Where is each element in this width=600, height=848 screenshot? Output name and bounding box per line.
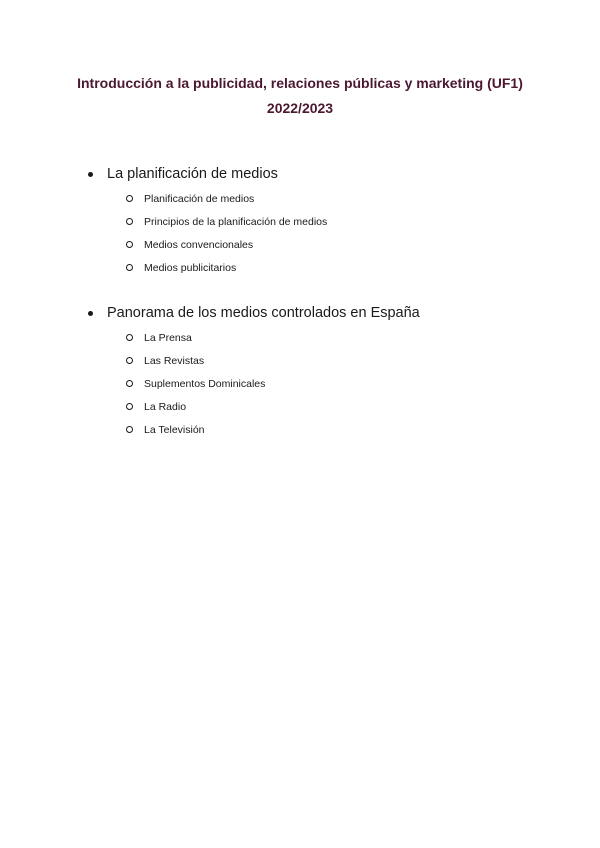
filled-bullet-icon (88, 311, 93, 316)
list-item (126, 187, 327, 210)
document-header (0, 72, 600, 119)
hollow-bullet-icon (126, 195, 133, 202)
hollow-bullet-icon (126, 241, 133, 248)
sub-topic-list (126, 326, 265, 441)
list-item (126, 395, 265, 418)
list-item-text: La Radio (144, 400, 187, 413)
list-item-text: La Televisión (144, 423, 205, 436)
hollow-bullet-icon (126, 380, 133, 387)
section-heading-text: La planificación de medios (107, 166, 278, 182)
list-item-text: Principios de la planificación de medios (144, 215, 328, 228)
hollow-bullet-icon (126, 403, 133, 410)
filled-bullet-icon (88, 172, 93, 177)
hollow-bullet-icon (126, 218, 133, 225)
hollow-bullet-icon (126, 264, 133, 271)
list-item (126, 372, 265, 395)
hollow-bullet-icon (126, 426, 133, 433)
list-item-text: Planificación de medios (144, 192, 255, 205)
list-item-text: Medios convencionales (144, 238, 254, 251)
section-heading (88, 303, 420, 323)
list-item-text: Suplementos Dominicales (144, 377, 266, 390)
hollow-bullet-icon (126, 334, 133, 341)
list-item (126, 210, 327, 233)
section-heading (88, 164, 278, 184)
list-item (126, 256, 327, 279)
document-year: 2022/2023 (266, 100, 334, 116)
list-item (126, 418, 265, 441)
list-item (126, 233, 327, 256)
hollow-bullet-icon (126, 357, 133, 364)
list-item-text: La Prensa (144, 331, 192, 344)
section-heading-text: Panorama de los medios controlados en España (107, 305, 420, 321)
list-item-text: Medios publicitarios (144, 261, 237, 274)
document-title: Introducción a la publicidad, relaciones públicas y marketing (UF1) (77, 75, 523, 91)
list-item (126, 326, 265, 349)
sub-topic-list (126, 187, 327, 279)
list-item-text: Las Revistas (144, 354, 205, 367)
list-item (126, 349, 265, 372)
